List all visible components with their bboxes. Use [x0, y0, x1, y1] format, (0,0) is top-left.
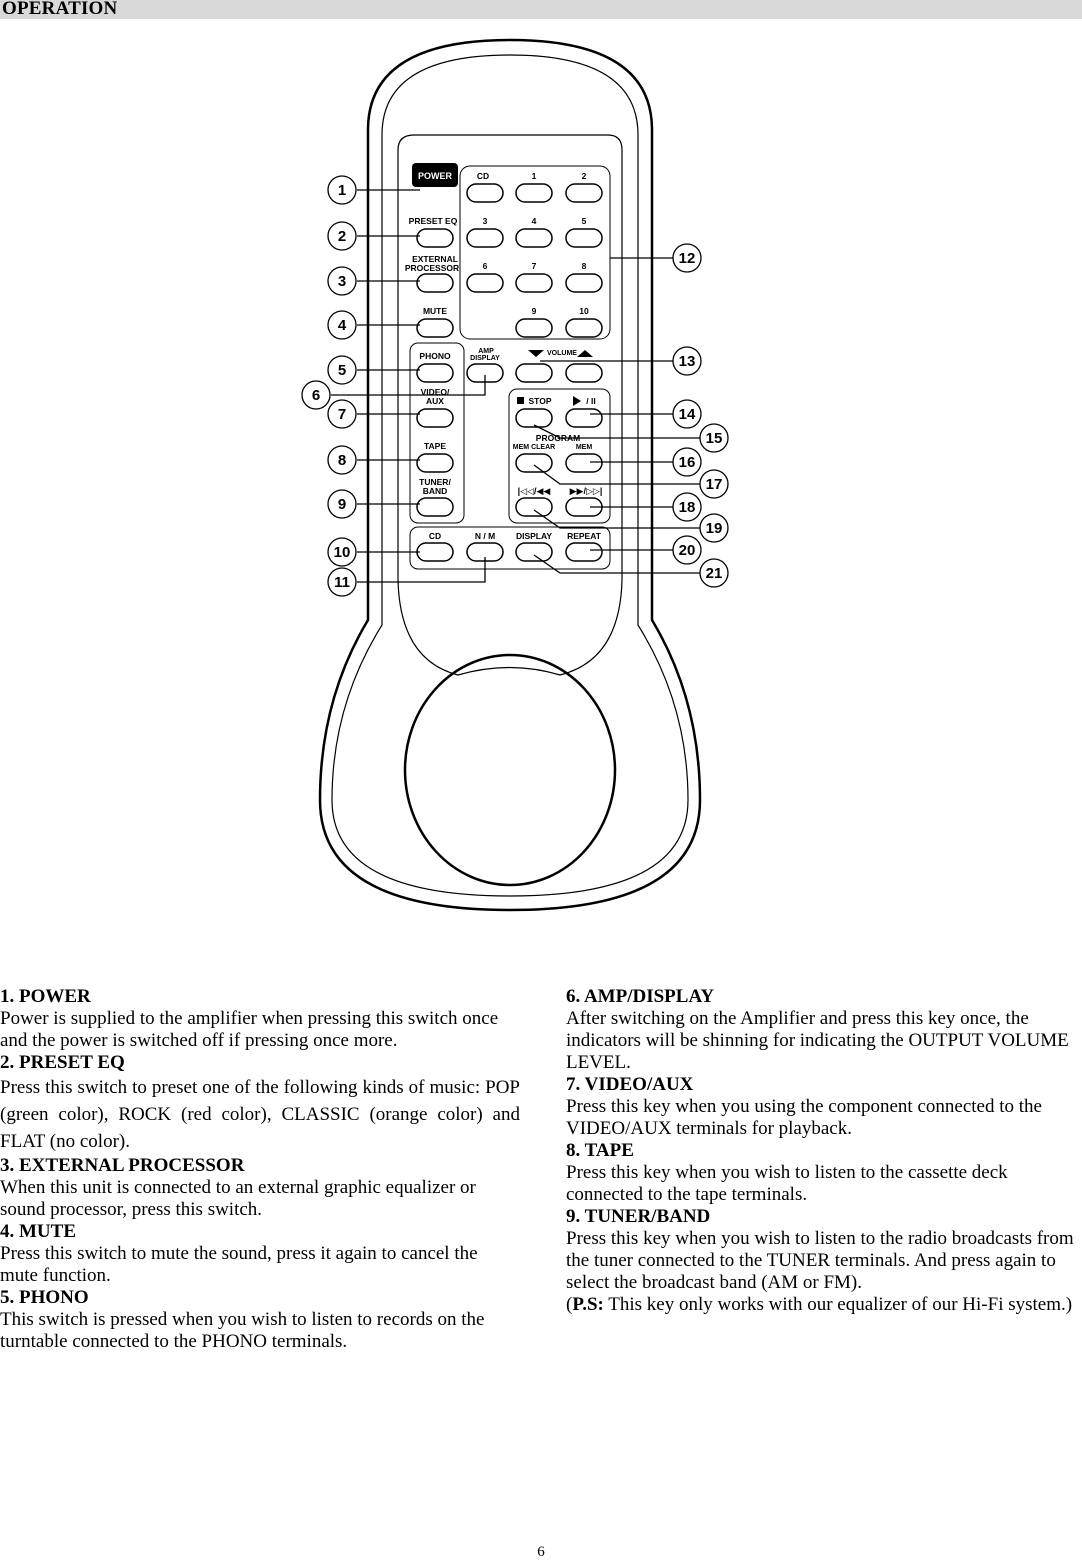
item-description: Press this key when you using the component connected to the VIDEO/AUX terminals for playback. — [566, 1096, 1042, 1139]
callout-21 — [700, 559, 728, 587]
cd-bottom-label: CD — [428, 531, 442, 541]
stop-icon — [517, 397, 524, 404]
svg-text:3: 3 — [337, 273, 347, 290]
svg-text:7: 7 — [337, 406, 347, 423]
processor-label: PROCESSOR — [404, 263, 460, 273]
display-small-label: DISPLAY — [470, 355, 500, 362]
svg-text:5: 5 — [337, 362, 347, 379]
tape-label: TAPE — [423, 441, 447, 451]
item-heading: 1. POWER — [0, 986, 91, 1007]
nm-label: N / M — [474, 531, 496, 541]
item-description: Press this key when you wish to listen to the radio broadcasts from the tuner connected to the TUNER terminals. And press again to select the broadcast band (AM or FM). — [566, 1228, 1074, 1293]
play-pause-button[interactable] — [566, 409, 602, 427]
item-description: This switch is pressed when you wish to listen to records on the turntable connected to the PHONO terminals. — [0, 1309, 485, 1352]
callout-6 — [302, 381, 330, 409]
item-description: Press this key when you wish to listen to the cassette deck connected to the tape terminals. — [566, 1162, 1008, 1205]
digit-7-button[interactable] — [516, 274, 552, 292]
left-text-column — [0, 986, 520, 1353]
callout-17 — [700, 470, 728, 498]
battery-cover-circle — [405, 655, 615, 885]
preset-eq-label: PRESET EQ — [408, 216, 458, 226]
svg-text:21: 21 — [705, 565, 723, 582]
item-description: Press this switch to mute the sound, press it again to cancel the mute function. — [0, 1243, 478, 1286]
cd-top-label: CD — [476, 171, 490, 181]
digit-9-label: 9 — [531, 306, 537, 316]
svg-text:16: 16 — [678, 454, 696, 471]
callout-1 — [328, 176, 356, 204]
mem-clear-label: MEM CLEAR — [512, 444, 556, 451]
band-label: BAND — [422, 486, 448, 496]
digit-9-button[interactable] — [516, 319, 552, 337]
phono-button[interactable] — [417, 364, 453, 382]
item-description: When this unit is connected to an external graphic equalizer or sound processor, press this switch. — [0, 1177, 476, 1220]
remote-inner-body — [332, 55, 688, 896]
digit-10-button[interactable] — [566, 319, 602, 337]
tuner-band-button[interactable] — [417, 498, 453, 516]
svg-text:20: 20 — [678, 542, 696, 559]
power-label: POWER — [417, 171, 453, 181]
svg-text:19: 19 — [705, 520, 723, 537]
tuner-label: TUNER/ — [419, 477, 451, 487]
callout-13 — [673, 347, 701, 375]
callout-11 — [328, 568, 356, 596]
digit-6-label: 6 — [482, 261, 488, 271]
digit-7-label: 7 — [531, 261, 537, 271]
svg-text:17: 17 — [705, 476, 723, 493]
callout-19 — [700, 514, 728, 542]
callout-2 — [328, 222, 356, 250]
callout-12 — [673, 244, 701, 272]
mute-button[interactable] — [417, 319, 453, 337]
ps-note: (P.S: This key only works with our equalizer of our Hi-Fi system.) — [566, 1294, 1073, 1315]
program-label: PROGRAM — [535, 433, 581, 443]
play-pause-label: / II — [586, 396, 596, 406]
svg-text:4: 4 — [337, 317, 347, 334]
digit-1-button[interactable] — [516, 184, 552, 202]
callout-9 — [328, 490, 356, 518]
stop-button[interactable] — [516, 409, 552, 427]
callout-8 — [328, 446, 356, 474]
svg-text:1: 1 — [337, 182, 347, 199]
volume-up-icon — [577, 350, 593, 357]
svg-text:18: 18 — [678, 499, 696, 516]
item-description: Press this switch to preset one of the following kinds of music: POP (green color), ROCK (red color), CLASSIC (orange color) and FLAT (no color). — [0, 1077, 520, 1152]
play-icon — [573, 396, 581, 406]
remote-outer-body — [320, 40, 700, 910]
prev-label: |◁◁/◀◀ — [517, 486, 551, 496]
display-label: DISPLAY — [515, 531, 553, 541]
digit-2-label: 2 — [581, 171, 587, 181]
item-description: Power is supplied to the amplifier when pressing this switch once and the power is switched off if pressing once more. — [0, 1008, 499, 1051]
volume-up-button[interactable] — [566, 364, 602, 382]
mem-clear-button[interactable] — [516, 454, 552, 472]
svg-text:15: 15 — [705, 430, 723, 447]
external-processor-button[interactable] — [417, 274, 453, 292]
video-label: VIDEO/ — [420, 387, 450, 397]
callout-20 — [673, 536, 701, 564]
callout-4 — [328, 311, 356, 339]
cd-source-button[interactable] — [417, 543, 453, 561]
tape-button[interactable] — [417, 454, 453, 472]
external-label: EXTERNAL — [412, 254, 458, 264]
cd-number-button[interactable] — [467, 184, 503, 202]
item-heading: 3. EXTERNAL PROCESSOR — [0, 1155, 245, 1176]
volume-down-button[interactable] — [516, 364, 552, 382]
video-aux-button[interactable] — [417, 409, 453, 427]
amp-label: AMP — [478, 348, 494, 355]
item-heading: 9. TUNER/BAND — [566, 1206, 711, 1227]
svg-text:8: 8 — [337, 452, 347, 469]
volume-label: VOLUME — [547, 350, 577, 357]
callout-5 — [328, 356, 356, 384]
callout-18 — [673, 493, 701, 521]
item-heading: 5. PHONO — [0, 1287, 89, 1308]
svg-text:12: 12 — [678, 250, 696, 267]
item-heading: 8. TAPE — [566, 1140, 634, 1161]
svg-text:2: 2 — [337, 228, 347, 245]
digit-10-label: 10 — [579, 306, 589, 316]
phono-label: PHONO — [419, 351, 451, 361]
prev-track-button[interactable] — [516, 498, 552, 516]
callout-10 — [328, 538, 356, 566]
mute-label: MUTE — [422, 306, 448, 316]
callout-14 — [673, 400, 701, 428]
mem-button[interactable] — [566, 454, 602, 472]
next-label: ▶▶/▷▷| — [569, 486, 603, 496]
svg-text:11: 11 — [334, 574, 350, 591]
repeat-button[interactable] — [566, 543, 602, 561]
volume-down-icon — [528, 350, 544, 357]
digit-3-button[interactable] — [467, 229, 503, 247]
item-heading: 4. MUTE — [0, 1221, 76, 1242]
page-number: 6 — [537, 1544, 545, 1560]
svg-text:14: 14 — [678, 406, 696, 423]
digit-3-label: 3 — [482, 216, 488, 226]
mem-label: MEM — [575, 444, 593, 451]
digit-5-button[interactable] — [566, 229, 602, 247]
callout-3 — [328, 267, 356, 295]
display-button[interactable] — [516, 543, 552, 561]
preset-eq-button[interactable] — [417, 229, 453, 247]
digit-8-button[interactable] — [566, 274, 602, 292]
aux-label: AUX — [426, 396, 444, 406]
callout-15 — [700, 424, 728, 452]
svg-text:6: 6 — [311, 387, 321, 404]
digit-5-label: 5 — [581, 216, 587, 226]
svg-text:9: 9 — [337, 496, 347, 513]
digit-4-label: 4 — [531, 216, 537, 226]
item-description: After switching on the Amplifier and press this key once, the indicators will be shinning for indicating the OUTPUT VOLUME LEVEL. — [566, 1008, 1069, 1073]
repeat-label: REPEAT — [567, 531, 601, 541]
digit-4-button[interactable] — [516, 229, 552, 247]
stop-label: STOP — [528, 396, 552, 406]
svg-text:10: 10 — [333, 544, 351, 561]
item-heading: 7. VIDEO/AUX — [566, 1074, 694, 1095]
callout-7 — [328, 400, 356, 428]
right-text-column — [566, 986, 1082, 1316]
section-title: OPERATION — [2, 0, 118, 19]
digit-6-button[interactable] — [467, 274, 503, 292]
item-heading: 6. AMP/DISPLAY — [566, 986, 715, 1007]
digit-8-label: 8 — [581, 261, 587, 271]
item-heading: 2. PRESET EQ — [0, 1052, 125, 1073]
digit-1-label: 1 — [531, 171, 537, 181]
digit-2-button[interactable] — [566, 184, 602, 202]
callout-16 — [673, 448, 701, 476]
svg-text:13: 13 — [678, 353, 696, 370]
